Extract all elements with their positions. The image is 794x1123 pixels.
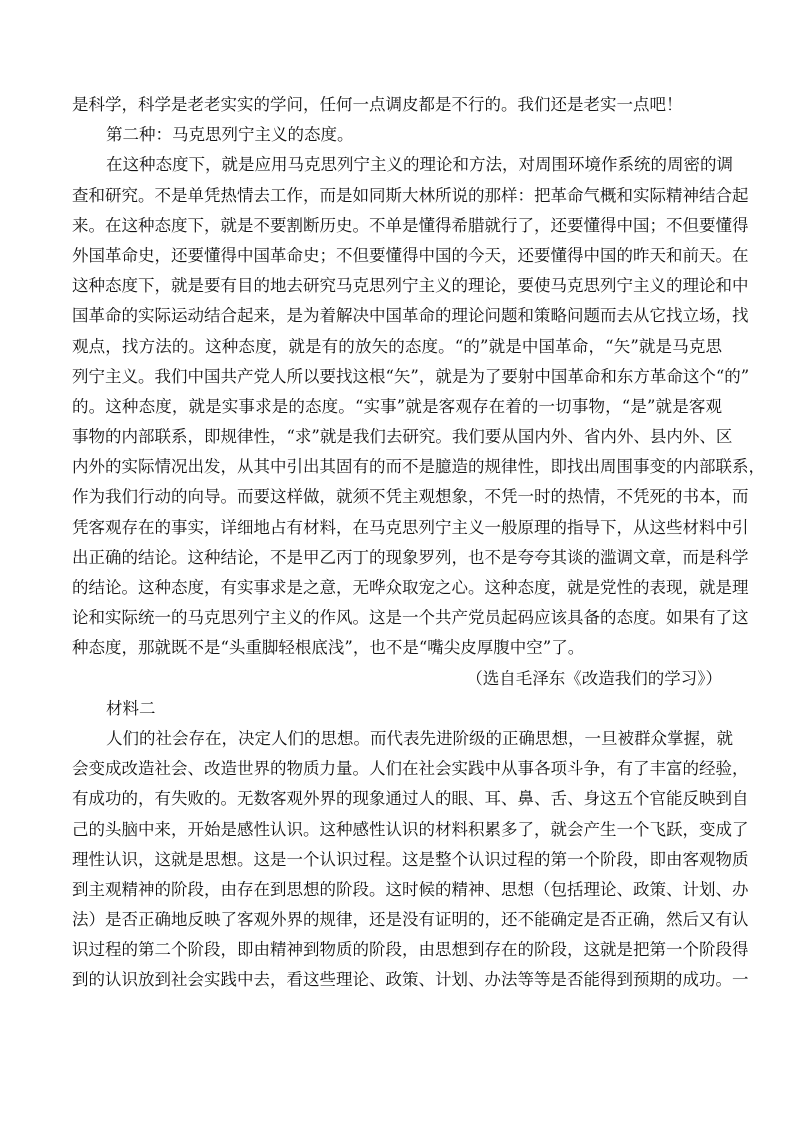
- text-line: 识过程的第二个阶段，即由精神到物质的阶段，由思想到存在的阶段，这就是把第一个阶段得: [72, 940, 749, 960]
- text-line: 理性认识，这就是思想。这是一个认识过程。这是整个认识过程的第一个阶段，即由客观物质: [72, 849, 749, 869]
- text-line: 人们的社会存在，决定人们的思想。而代表先进阶级的正确思想，一旦被群众掌握，就: [106, 728, 733, 748]
- text-line: 来。在这种态度下，就是不要割断历史。不单是懂得希腊就行了，还要懂得中国；不但要懂得: [72, 215, 749, 235]
- text-line: 种态度，那就既不是“头重脚轻根底浅”，也不是“嘴尖皮厚腹中空”了。: [72, 638, 585, 658]
- text-line: 内外的实际情况出发，从其中引出其固有的而不是臆造的规律性，即找出周围事变的内部联系，: [72, 457, 765, 477]
- text-line: 到的认识放到社会实践中去，看这些理论、政策、计划、办法等等是否能得到预期的成功。一: [72, 970, 749, 990]
- text-line: 是科学，科学是老老实实的学问，任何一点调皮都是不行的。我们还是老实一点吧！: [72, 95, 683, 114]
- text-line: 到主观精神的阶段，由存在到思想的阶段。这时候的精神、思想（包括理论、政策、计划、办: [72, 879, 749, 899]
- text-line: 法）是否正确地反映了客观外界的规律，还是没有证明的，还不能确定是否正确，然后又有认: [72, 910, 749, 930]
- text-line: 会变成改造社会、改造世界的物质力量。人们在社会实践中从事各项斗争，有了丰富的经验，: [72, 759, 749, 779]
- text-line: 的。这种态度，就是实事求是的态度。“实事”就是客观存在着的一切事物，“是”就是客观: [72, 396, 722, 416]
- text-line: 作为我们行动的向导。而要这样做，就须不凭主观想象，不凭一时的热情，不凭死的书本，而: [72, 487, 749, 507]
- section-heading: 第二种：马克思列宁主义的态度。: [106, 125, 354, 145]
- text-line: 列宁主义。我们中国共产党人所以要找这根“矢”，就是为了要射中国革命和东方革命这个“的”: [72, 366, 750, 386]
- text-line: 这种态度下，就是要有目的地去研究马克思列宁主义的理论，要使马克思列宁主义的理论和中: [72, 276, 749, 296]
- text-line: 论和实际统一的马克思列宁主义的作风。这是一个共产党员起码应该具备的态度。如果有了这: [72, 608, 749, 628]
- text-line: 观点，找方法的。这种态度，就是有的放矢的态度。“的”就是中国革命，“矢”就是马克思: [72, 336, 722, 356]
- text-line: 国革命的实际运动结合起来，是为着解决中国革命的理论问题和策略问题而去从它找立场，找: [72, 306, 749, 326]
- text-line: 己的头脑中来，开始是感性认识。这种感性认识的材料积累多了，就会产生一个飞跃，变成了: [72, 819, 749, 839]
- text-line: 外国革命史，还要懂得中国革命史；不但要懂得中国的今天，还要懂得中国的昨天和前天。在: [72, 245, 749, 265]
- text-line: 有成功的，有失败的。无数客观外界的现象通过人的眼、耳、鼻、舌、身这五个官能反映到自: [72, 789, 749, 809]
- source-citation: （选自毛泽东《改造我们的学习》）: [466, 668, 722, 688]
- section-heading: 材料二: [106, 698, 156, 718]
- text-line: 的结论。这种态度，有实事求是之意，无哗众取宠之心。这种态度，就是党性的表现，就是理: [72, 578, 749, 597]
- text-line: 凭客观存在的事实，详细地占有材料，在马克思列宁主义一般原理的指导下，从这些材料中引: [72, 517, 749, 537]
- text-line: 出正确的结论。这种结论，不是甲乙丙丁的现象罗列，也不是夸夸其谈的滥调文章，而是科学: [72, 547, 749, 567]
- text-line: 查和研究。不是单凭热情去工作，而是如同斯大林所说的那样：把革命气概和实际精神结合起: [72, 185, 749, 205]
- text-line: 在这种态度下，就是应用马克思列宁主义的理论和方法，对周围环境作系统的周密的调: [106, 155, 733, 175]
- text-line: 事物的内部联系，即规律性，“求”就是我们去研究。我们要从国内外、省内外、县内外、区: [72, 427, 733, 447]
